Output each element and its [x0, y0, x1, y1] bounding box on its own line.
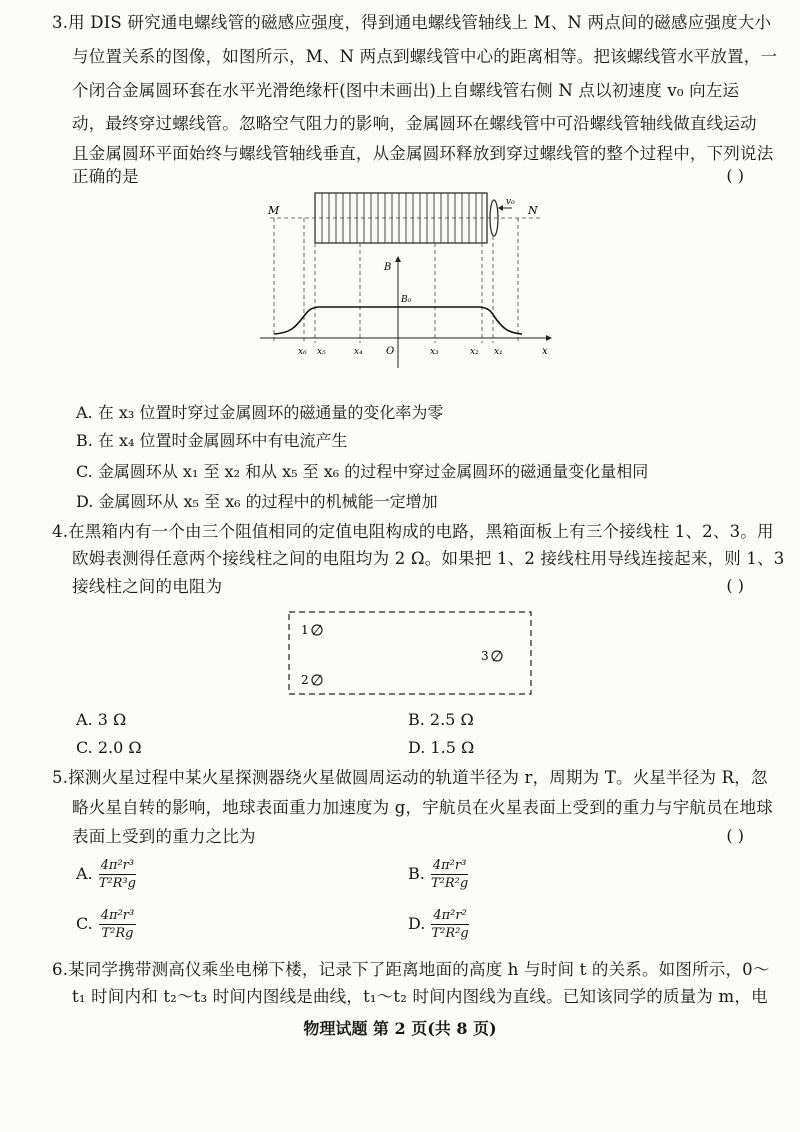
q3-answer-paren: ( ): [726, 166, 744, 185]
q4-option-b: B. 2.5 Ω: [408, 710, 474, 729]
B0-label: B₀: [401, 295, 412, 305]
q5-line-2: 略火星自转的影响，地球表面重力加速度为 g，宇航员在火星表面上受到的重力与宇航员在地球: [72, 798, 773, 817]
q5-option-c: [76, 908, 136, 941]
q5-option-c-fraction: [99, 908, 136, 941]
label-N: N: [528, 204, 538, 217]
axis-B-label: B: [384, 262, 392, 273]
q5-option-b: [408, 858, 468, 891]
q3-line-5: 且金属圆环平面始终与螺线管轴线垂直，从金属圆环释放到穿过螺线管的整个过程中，下列说法: [72, 144, 774, 163]
q3-option-c: C. 金属圆环从 x₁ 至 x₂ 和从 x₅ 至 x₆ 的过程中穿过金属圆环的磁通量变化量相同: [76, 462, 649, 481]
q6-line-1: 6.某同学携带测高仪乘坐电梯下楼，记录下了距离地面的高度 h 与时间 t 的关系。如图所示，0～: [52, 960, 770, 979]
q4-option-c: C. 2.0 Ω: [76, 738, 142, 757]
q5-option-c-den: T²Rg: [101, 926, 134, 941]
q5-option-a: [76, 858, 136, 891]
terminal-2-label: 2: [301, 673, 309, 687]
q3-option-d: D. 金属圆环从 x₅ 至 x₆ 的过程中的机械能一定增加: [76, 492, 438, 511]
solenoid-figure: [260, 188, 560, 368]
q5-option-a-den: T²R³g: [98, 876, 136, 891]
q5-option-c-num: 4π²r³: [100, 908, 135, 923]
q3-option-a: A. 在 x₃ 位置时穿过金属圆环的磁通量的变化率为零: [76, 403, 444, 422]
q5-line-3: 表面上受到的重力之比为: [72, 827, 256, 846]
v0-label: v₀: [506, 197, 515, 207]
q3-line-1: 3.用 DIS 研究通电螺线管的磁感应强度，得到通电螺线管轴线上 M、N 两点间的磁感应强度大小: [52, 13, 772, 32]
tick-x2: x₂: [470, 347, 479, 357]
q5-option-b-fraction: [431, 858, 468, 891]
q3-line-6: 正确的是: [72, 167, 139, 186]
tick-x6: x₆: [298, 347, 307, 357]
tick-x4: x₄: [354, 347, 363, 357]
q4-line-2: 欧姆表测得任意两个接线柱之间的电阻均为 2 Ω。如果把 1、2 接线柱用导线连接起来，则 1、3: [72, 549, 785, 568]
tick-x3: x₃: [430, 347, 439, 357]
q5-option-a-fraction: [99, 858, 136, 891]
q3-line-2: 与位置关系的图像，如图所示，M、N 两点到螺线管中心的距离相等。把该螺线管水平放置，一: [72, 47, 778, 66]
q5-option-a-num: 4π²r³: [100, 858, 135, 873]
q5-option-a-letter: A.: [76, 864, 93, 883]
q4-option-a: A. 3 Ω: [76, 710, 127, 729]
tick-x1: x₁: [494, 347, 503, 357]
q5-option-d-num: 4π²r²: [433, 908, 467, 923]
q6-line-2: t₁ 时间内和 t₂～t₃ 时间内图线是曲线，t₁～t₂ 时间内图线为直线。已知该同学的质量为 m，电: [72, 987, 768, 1006]
q5-option-d-fraction: [431, 908, 468, 941]
label-M: M: [268, 204, 280, 217]
origin-label: O: [386, 346, 395, 357]
terminal-1-label: 1: [301, 623, 309, 637]
q5-option-b-num: 4π²r³: [432, 858, 467, 873]
black-box-figure: [285, 608, 535, 698]
q3-line-4: 动，最终穿过螺线管。忽略空气阻力的影响，金属圆环在螺线管中可沿螺线管轴线做直线运动: [72, 114, 757, 133]
q3-option-b: B. 在 x₄ 位置时金属圆环中有电流产生: [76, 431, 348, 450]
q5-option-d-letter: D.: [408, 914, 426, 933]
q4-line-1: 4.在黑箱内有一个由三个阻值相同的定值电阻构成的电路，黑箱面板上有三个接线柱 1、2、3。用: [52, 522, 774, 541]
solenoid-coils: [322, 193, 482, 243]
axis-x-label: x: [542, 346, 548, 357]
q4-option-d: D. 1.5 Ω: [408, 738, 475, 757]
tick-x5: x₅: [317, 347, 326, 357]
q4-line-3: 接线柱之间的电阻为: [72, 577, 223, 596]
q5-option-b-letter: B.: [408, 864, 425, 883]
q5-option-c-letter: C.: [76, 914, 93, 933]
q4-answer-paren: ( ): [726, 576, 744, 595]
terminal-3-label: 3: [481, 649, 489, 663]
q5-option-d: [408, 908, 469, 941]
black-box: [289, 612, 531, 694]
page-footer: 物理试题 第 2 页(共 8 页): [303, 1019, 497, 1038]
q5-option-d-den: T²R²g: [431, 926, 469, 941]
q5-line-1: 5.探测火星过程中某火星探测器绕火星做圆周运动的轨道半径为 r，周期为 T。火星半径为 R，忽: [52, 768, 768, 787]
q3-line-3: 个闭合金属圆环套在水平光滑绝缘杆(图中未画出)上自螺线管右侧 N 点以初速度 v₀ 向左运: [72, 81, 740, 100]
q5-option-b-den: T²R²g: [430, 876, 469, 891]
q5-answer-paren: ( ): [726, 826, 744, 845]
